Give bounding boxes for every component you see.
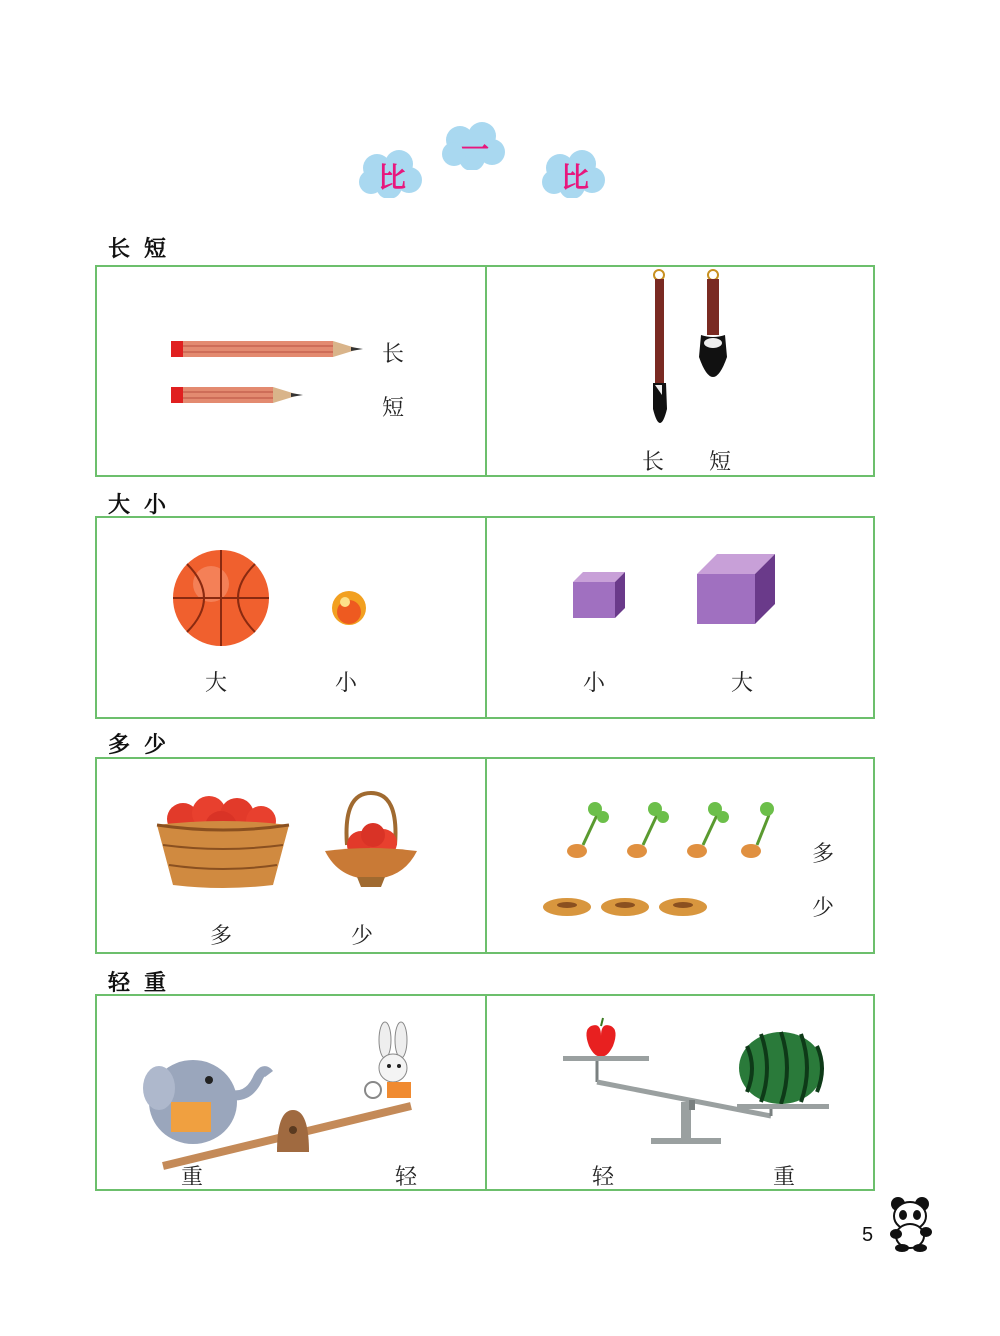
label-short: 短 <box>709 450 732 475</box>
label-small: 小 <box>335 671 358 696</box>
label-less: 少 <box>812 896 835 921</box>
panel-divider <box>485 996 487 1189</box>
label-long: 长 <box>642 450 665 475</box>
balance-scale-illustration <box>561 1016 831 1146</box>
small-cube-icon <box>571 570 627 620</box>
panel-divider <box>485 759 487 952</box>
label-light: 轻 <box>395 1165 418 1190</box>
big-basket-icon <box>153 791 293 891</box>
small-basket-icon <box>323 789 419 889</box>
label-small: 小 <box>583 671 606 696</box>
page-number: 5 <box>862 1224 874 1246</box>
size-panel <box>95 516 875 719</box>
brushes-illustration <box>635 269 735 439</box>
label-more: 多 <box>210 924 233 949</box>
title-char: 比 <box>560 161 589 194</box>
label-big: 大 <box>731 671 754 696</box>
label-less: 少 <box>351 924 374 949</box>
label-more: 多 <box>812 842 835 867</box>
title-char: 一 <box>460 133 489 166</box>
weight-panel <box>95 994 875 1191</box>
label-short: 短 <box>382 396 405 421</box>
length-panel <box>95 265 875 477</box>
label-big: 大 <box>205 671 228 696</box>
big-cube-icon <box>695 552 777 626</box>
section-label-weight: 轻重 <box>108 971 181 996</box>
section-label-quantity: 多少 <box>108 733 181 758</box>
title-char: 比 <box>377 161 406 194</box>
small-ball-icon <box>331 590 367 626</box>
pencils-illustration <box>163 335 393 410</box>
label-heavy: 重 <box>773 1165 796 1190</box>
label-long: 长 <box>382 342 405 367</box>
quantity-panel <box>95 757 875 954</box>
seesaw-illustration <box>137 1002 437 1172</box>
panel-divider <box>485 267 487 475</box>
basketball-icon <box>171 548 271 648</box>
panda-icon <box>888 1196 936 1252</box>
section-label-size: 大小 <box>108 493 181 518</box>
label-heavy: 重 <box>181 1165 204 1190</box>
carrots-and-holes-illustration <box>537 795 777 925</box>
panel-divider <box>485 518 487 717</box>
section-label-length: 长短 <box>108 237 181 262</box>
label-light: 轻 <box>592 1165 615 1190</box>
